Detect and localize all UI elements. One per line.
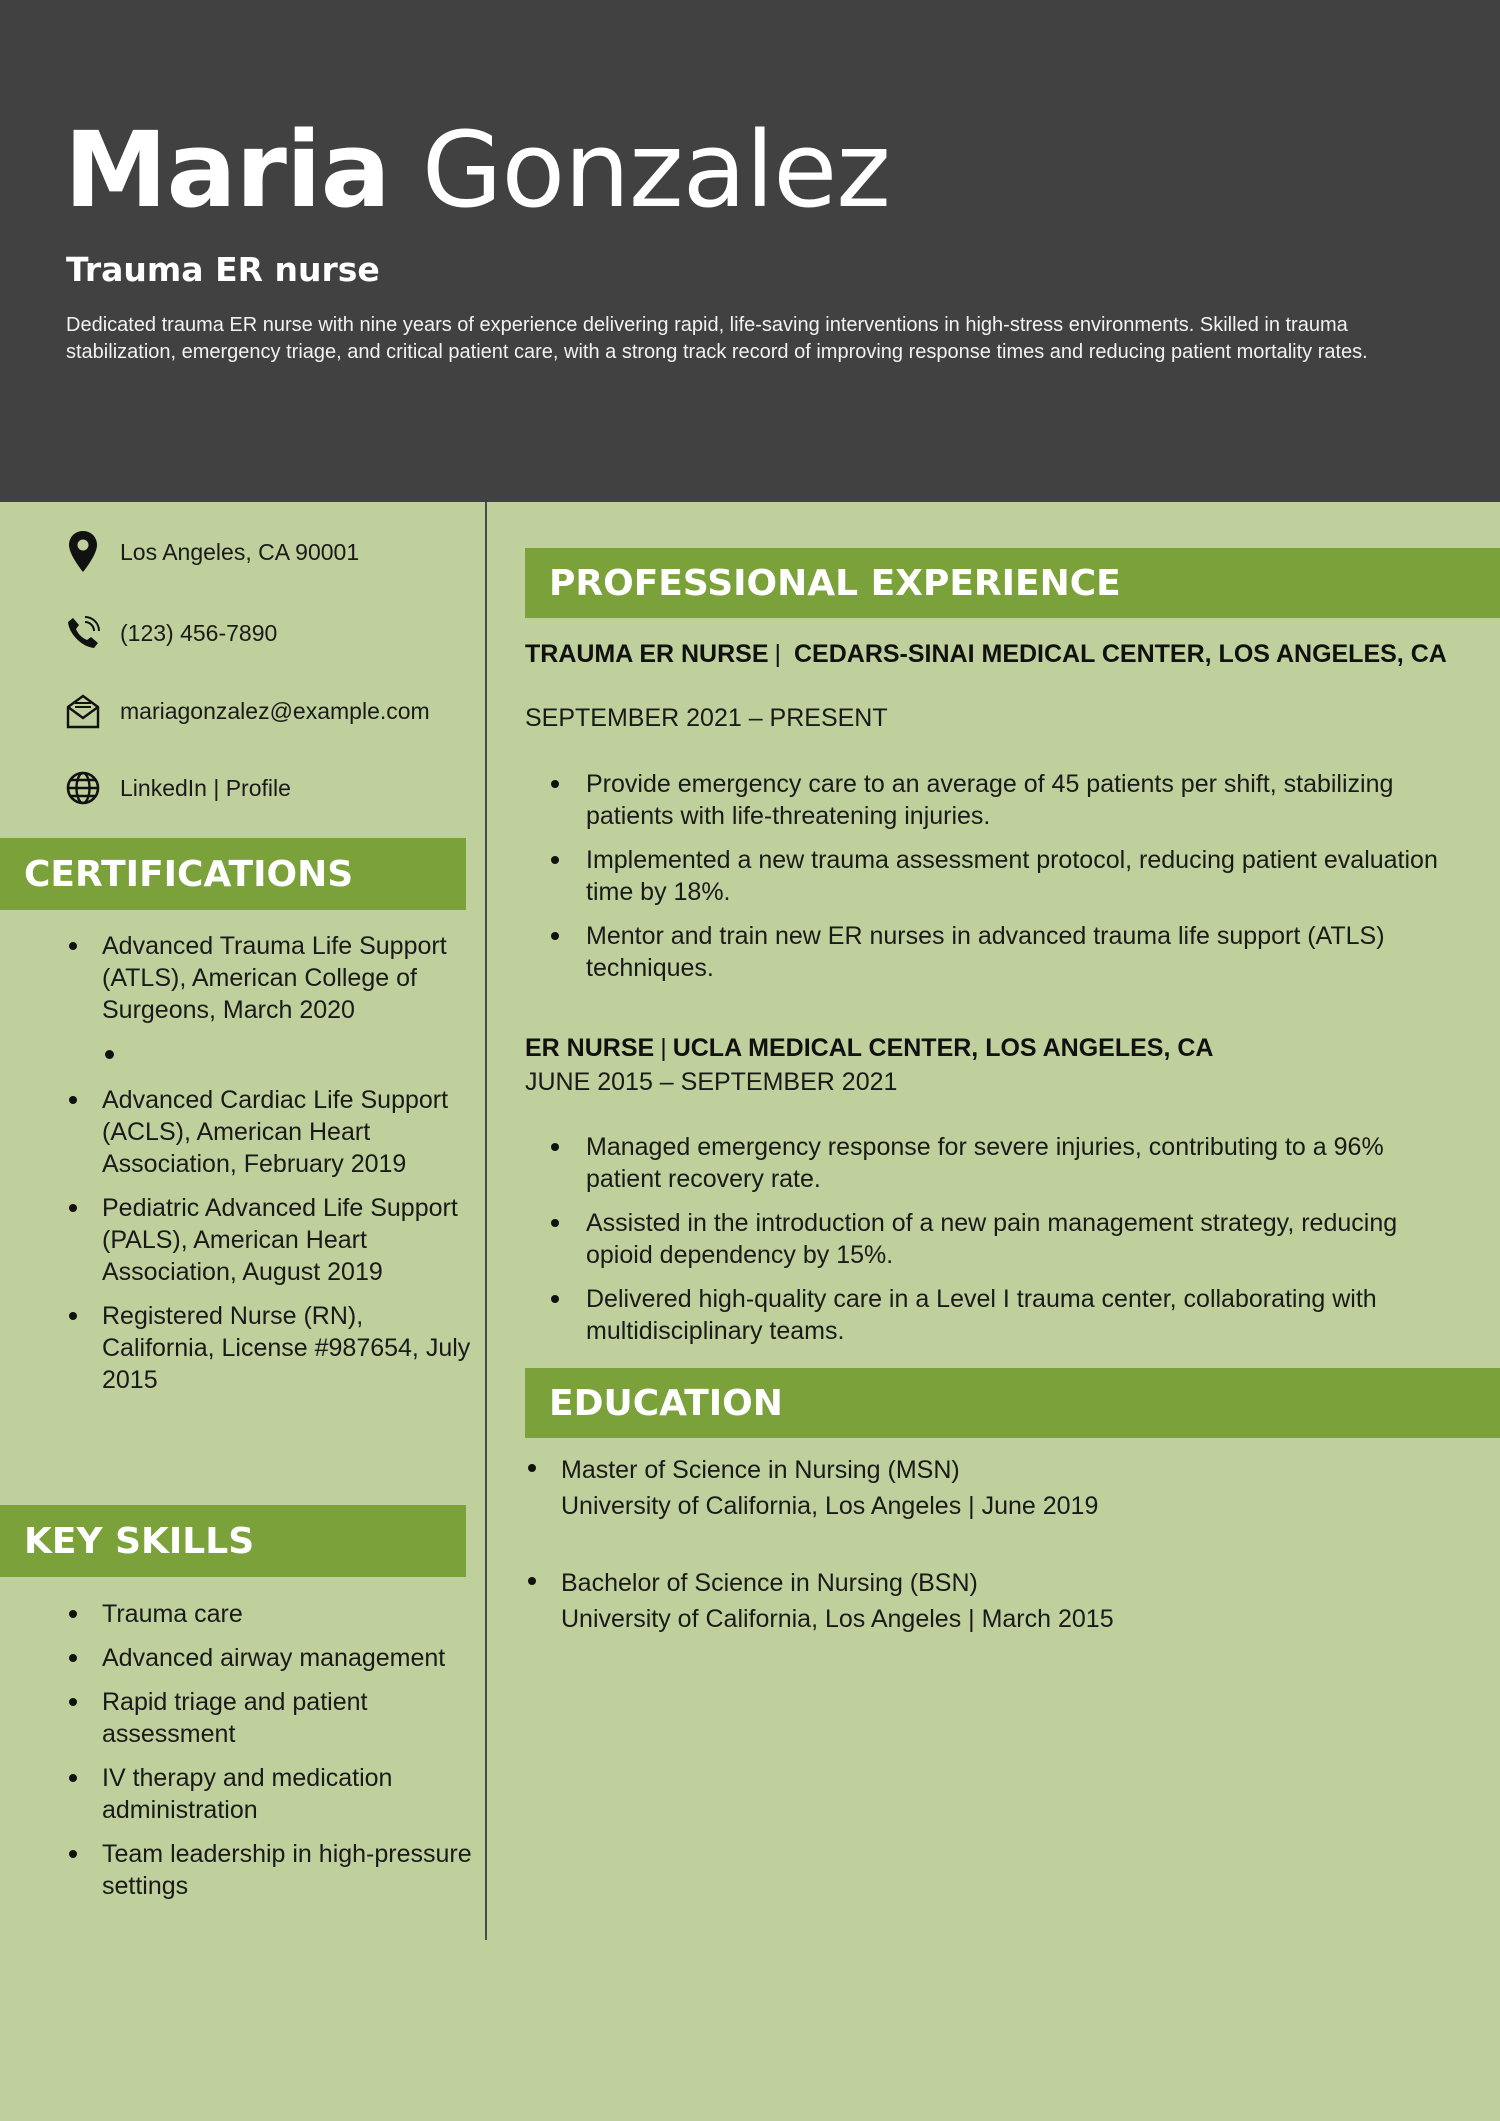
phone-icon bbox=[64, 611, 102, 655]
job-bullet: Assisted in the introduction of a new pain management strategy, reducing opioid dependency by 15%. bbox=[548, 1207, 1448, 1271]
map-pin-icon bbox=[64, 530, 102, 574]
skill-item: Team leadership in high-pressure settings bbox=[64, 1838, 474, 1902]
certification-item: Registered Nurse (RN), California, License #987654, July 2015 bbox=[64, 1300, 474, 1396]
job-1-title bbox=[525, 638, 1455, 670]
skill-item: Trauma care bbox=[64, 1598, 474, 1630]
skill-item: IV therapy and medication administration bbox=[64, 1762, 474, 1826]
job-1-dates: SEPTEMBER 2021 – PRESENT bbox=[525, 704, 888, 732]
envelope-icon bbox=[64, 689, 102, 733]
job-2-employer: UCLA MEDICAL CENTER, LOS ANGELES, CA bbox=[672, 1034, 1214, 1062]
skill-item: Rapid triage and patient assessment bbox=[64, 1686, 474, 1750]
skill-item: Advanced airway management bbox=[64, 1642, 474, 1674]
location-text: Los Angeles, CA 90001 bbox=[120, 538, 360, 565]
job-bullet: Managed emergency response for severe injuries, contributing to a 96% patient recovery rate. bbox=[548, 1131, 1448, 1195]
education-item bbox=[525, 1565, 1425, 1637]
bullet-dot bbox=[528, 1577, 536, 1585]
globe-icon bbox=[64, 766, 102, 810]
job-bullet: Mentor and train new ER nurses in advanced trauma life support (ATLS) techniques. bbox=[548, 920, 1448, 984]
column-divider bbox=[485, 502, 487, 1940]
candidate-name bbox=[64, 110, 890, 230]
certification-item: Pediatric Advanced Life Support (PALS), American Heart Association, August 2019 bbox=[64, 1192, 474, 1288]
contact-phone bbox=[64, 611, 277, 655]
profile-summary: Dedicated trauma ER nurse with nine years of experience delivering rapid, life-saving interventions in high-stress environments. Skilled in trauma stabilization, emergency triage, and critical patient care, with a strong track record of improving response times and reducing patient mortality rates. bbox=[66, 314, 1368, 363]
contact-location bbox=[64, 530, 359, 574]
job-2-role: ER NURSE bbox=[525, 1034, 655, 1062]
first-name: Maria bbox=[64, 109, 390, 231]
job-2-bullets bbox=[548, 1131, 1448, 1359]
skills-list bbox=[64, 1598, 474, 1914]
certification-item: Advanced Cardiac Life Support (ACLS), American Heart Association, February 2019 bbox=[64, 1084, 474, 1180]
job-1-bullets bbox=[548, 768, 1448, 996]
degree-detail: University of California, Los Angeles | March 2015 bbox=[561, 1605, 1114, 1633]
job-1-employer: CEDARS-SINAI MEDICAL CENTER, LOS ANGELES, CA bbox=[793, 640, 1447, 668]
email-link[interactable]: mariagonzalez@example.com bbox=[120, 697, 430, 724]
education-heading: EDUCATION bbox=[525, 1368, 1500, 1438]
job-1-separator: | bbox=[774, 640, 782, 668]
key-skills-heading: KEY SKILLS bbox=[0, 1505, 466, 1577]
phone-text: (123) 456-7890 bbox=[120, 619, 278, 646]
resume-header bbox=[0, 0, 1500, 502]
job-bullet: Provide emergency care to an average of 45 patients per shift, stabilizing patients with life-threatening injuries. bbox=[548, 768, 1448, 832]
candidate-title: Trauma ER nurse bbox=[66, 250, 380, 289]
job-2-separator: | bbox=[660, 1034, 667, 1062]
education-item bbox=[525, 1452, 1425, 1524]
job-bullet: Delivered high-quality care in a Level I trauma center, collaborating with multidisciplinary teams. bbox=[548, 1283, 1448, 1347]
job-2-title bbox=[525, 1032, 1455, 1064]
job-bullet: Implemented a new trauma assessment protocol, reducing patient evaluation time by 18%. bbox=[548, 844, 1448, 908]
linkedin-link[interactable]: LinkedIn | Profile bbox=[120, 774, 291, 801]
certification-item: Advanced Trauma Life Support (ATLS), American College of Surgeons, March 2020 bbox=[64, 930, 474, 1026]
job-2-dates: JUNE 2015 – SEPTEMBER 2021 bbox=[525, 1068, 898, 1096]
job-1-role: TRAUMA ER NURSE bbox=[525, 640, 769, 668]
bullet-dot bbox=[528, 1464, 536, 1472]
certifications-list bbox=[64, 930, 474, 1408]
degree-name: Bachelor of Science in Nursing (BSN) bbox=[561, 1569, 978, 1597]
degree-detail: University of California, Los Angeles | June 2019 bbox=[561, 1492, 1099, 1520]
contact-linkedin[interactable] bbox=[64, 766, 291, 810]
certifications-heading: CERTIFICATIONS bbox=[0, 838, 466, 910]
last-name: Gonzalez bbox=[421, 109, 890, 231]
degree-name: Master of Science in Nursing (MSN) bbox=[561, 1456, 960, 1484]
empty-bullet bbox=[105, 1050, 114, 1059]
experience-heading: PROFESSIONAL EXPERIENCE bbox=[525, 548, 1500, 618]
contact-email[interactable] bbox=[64, 689, 430, 733]
